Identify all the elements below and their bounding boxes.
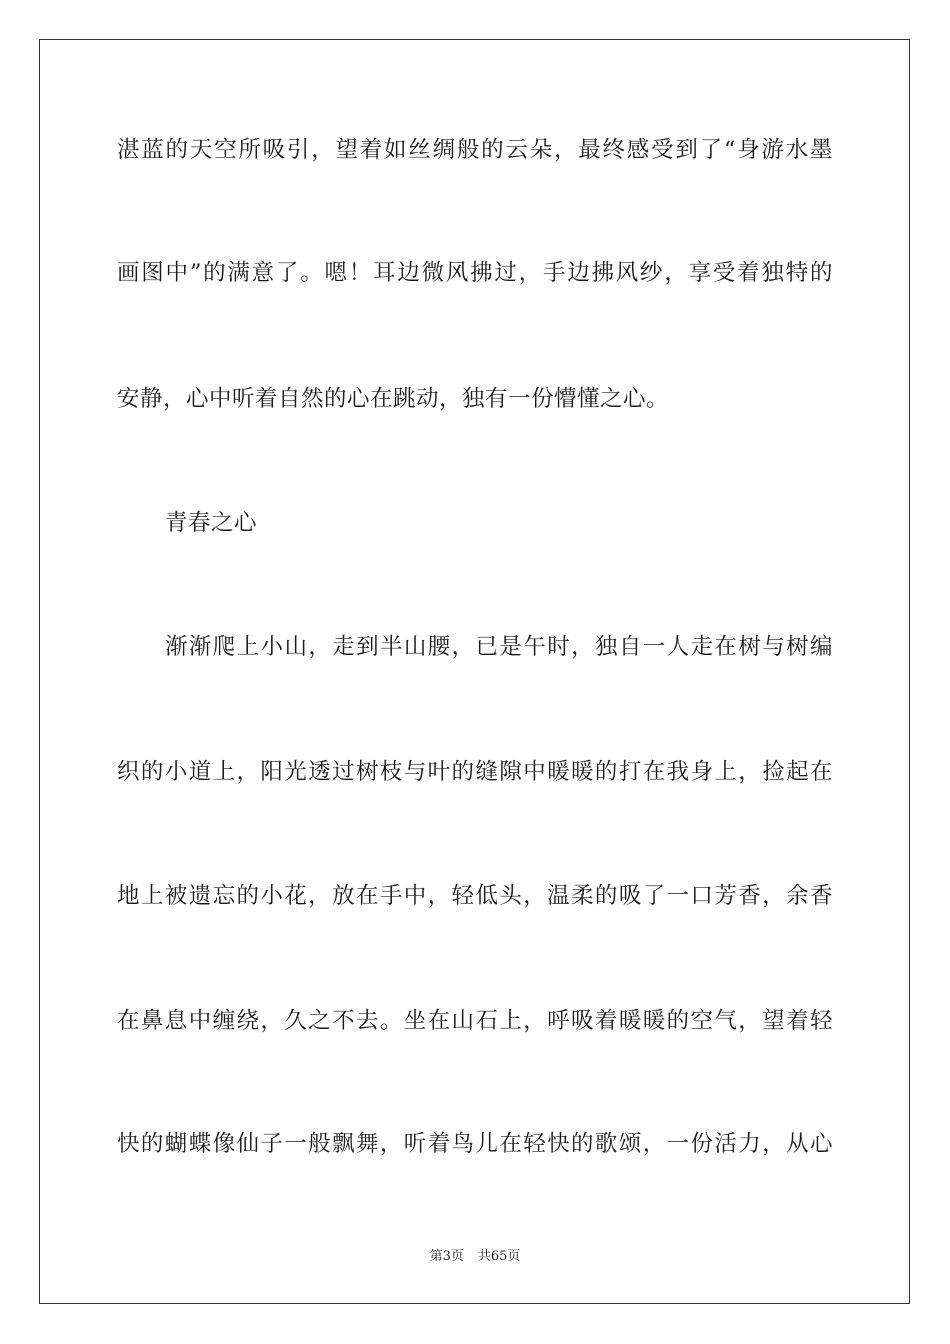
body-text-line: 在鼻息中缠绕，久之不去。坐在山石上，呼吸着暖暖的空气，望着轻 xyxy=(117,1008,833,1034)
page-footer xyxy=(0,1248,950,1266)
page-total: 共65页 xyxy=(477,1249,521,1264)
body-text-line: 快的蝴蝶像仙子一般飘舞，听着鸟儿在轻快的歌颂，一份活力，从心 xyxy=(117,1131,833,1157)
body-text-line: 织的小道上，阳光透过树枝与叶的缝隙中暖暖的打在我身上，捡起在 xyxy=(117,759,833,785)
page-number: 第3页 xyxy=(429,1249,464,1264)
body-text-line: 地上被遗忘的小花，放在手中，轻低头，温柔的吸了一口芳香，余香 xyxy=(117,883,833,909)
section-heading: 青春之心 xyxy=(165,510,258,536)
body-text-line: 画图中”的满意了。嗯！耳边微风拂过，手边拂风纱，享受着独特的 xyxy=(117,260,833,286)
body-text-line: 湛蓝的天空所吸引，望着如丝绸般的云朵，最终感受到了“身游水墨 xyxy=(117,137,833,163)
body-text-line: 渐渐爬上小山，走到半山腰，已是午时，独自一人走在树与树编 xyxy=(165,634,833,660)
body-text-line: 安静，心中听着自然的心在跳动，独有一份懵懂之心。 xyxy=(117,386,670,412)
page-border xyxy=(39,39,910,1304)
